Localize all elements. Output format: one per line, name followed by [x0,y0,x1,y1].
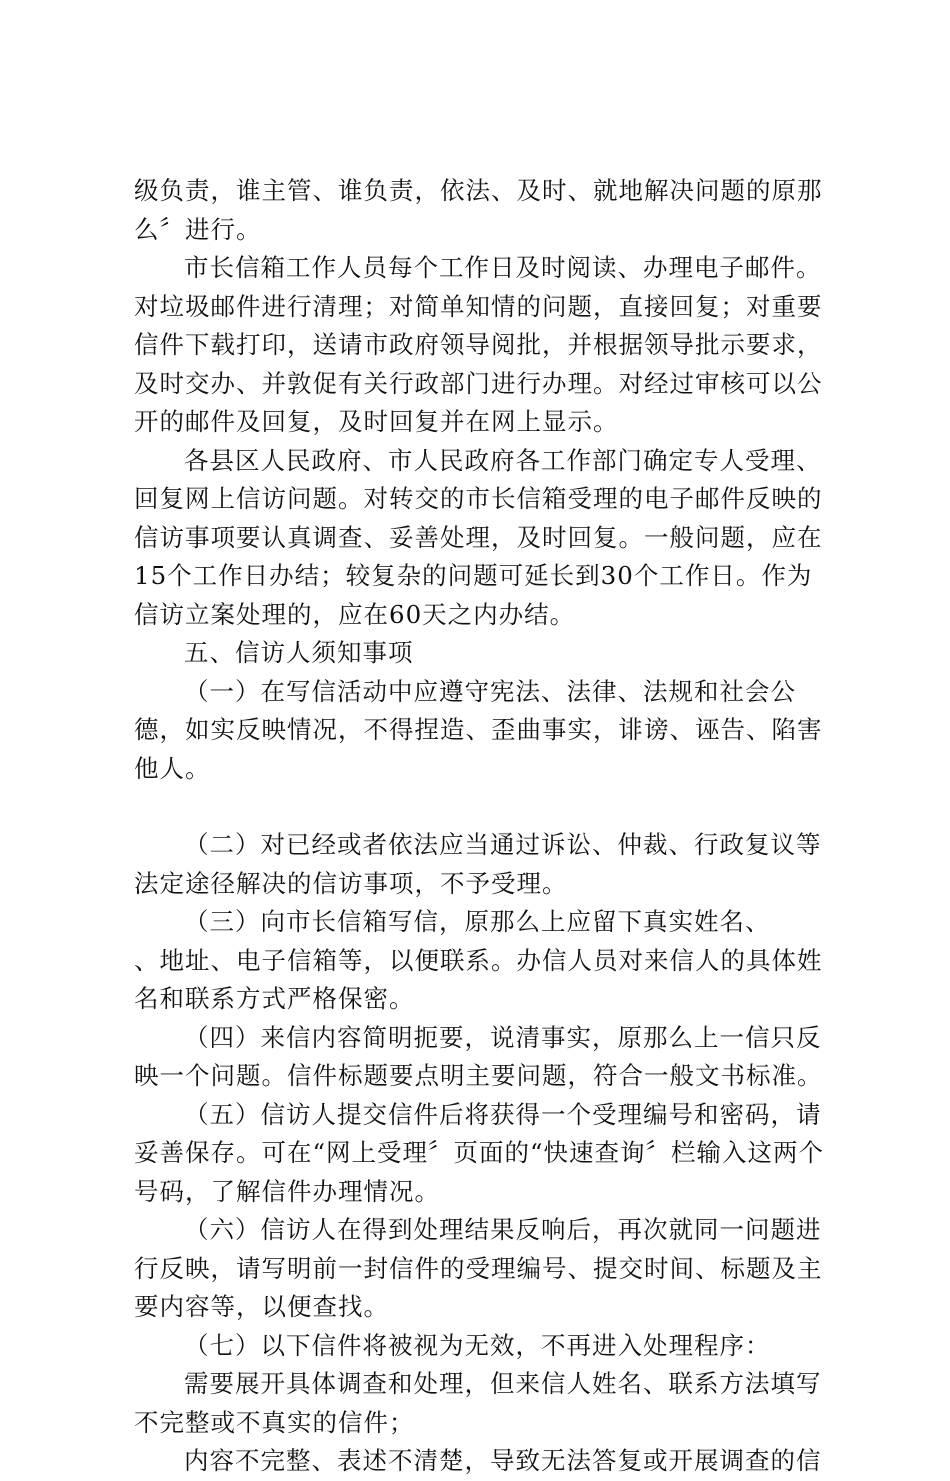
paragraph-notice-item-7: （七）以下信件将被视为无效，不再进入处理程序： [184,1330,771,1360]
section-heading-petitioner-notice: 五、信访人须知事项 [184,638,414,667]
paragraph-department-handling: 各县区人民政府、市人民政府各工作部门确定专人受理、回复网上信访问题。对转交的市长信箱受理的电子邮件反映的信访事项要认真调查、妥善处理，及时回复。一般问题，应在15个工作日办结；较复杂的问题可延长到30个工作日。作为信访立案处理的，应在60天之内办结。 [134,445,823,629]
paragraph-notice-item-2: （二）对已经或者依法应当通过诉讼、仲裁、行政复议等法定途径解决的信访事项，不予受理。 [134,830,822,898]
paragraph-invalid-case-2: 内容不完整、表述不清楚，导致无法答复或开展调查的信 [184,1446,822,1475]
paragraph-notice-item-5: （五）信访人提交信件后将获得一个受理编号和密码，请妥善保存。可在“网上受理〞页面的“快速查询〞栏输入这两个号码，了解信件办理情况。 [134,1099,825,1206]
paragraph-mailbox-staff-duties: 市长信箱工作人员每个工作日及时阅读、办理电子邮件。对垃圾邮件进行清理；对简单知情的问题，直接回复；对重要信件下载打印，送请市政府领导阅批，并根据领导批示要求，及时交办、并敦促有关行政部门进行办理。对经过审核可以公开的邮件及回复，及时回复并在网上显示。 [134,253,823,436]
document-body [134,172,834,1481]
paragraph-invalid-case-1: 需要展开具体调查和处理，但来信人姓名、联系方法填写不完整或不真实的信件； [134,1369,822,1437]
paragraph-notice-item-1: （一）在写信活动中应遵守宪法、法律、法规和社会公德，如实反映情况，不得捏造、歪曲事实，诽谤、诬告、陷害他人。 [134,676,823,783]
paragraph-notice-item-6: （六）信访人在得到处理结果反响后，再次就同一问题进行反映，请写明前一封信件的受理编号、提交时间、标题及主要内容等，以便查找。 [134,1215,823,1321]
paragraph-notice-item-4: （四）来信内容简明扼要，说清事实，原那么上一信只反映一个问题。信件标题要点明主要问题，符合一般文书标准。 [134,1022,823,1090]
paragraph-notice-item-3: （三）向市长信箱写信，原那么上应留下真实姓名、 、地址、电子信箱等，以便联系。办信人员对来信人的具体姓名和联系方式严格保密。 [134,907,823,1013]
paragraph-responsibility-principle: 级负责，谁主管、谁负责，依法、及时、就地解决问题的原那么〞进行。 [134,176,823,244]
